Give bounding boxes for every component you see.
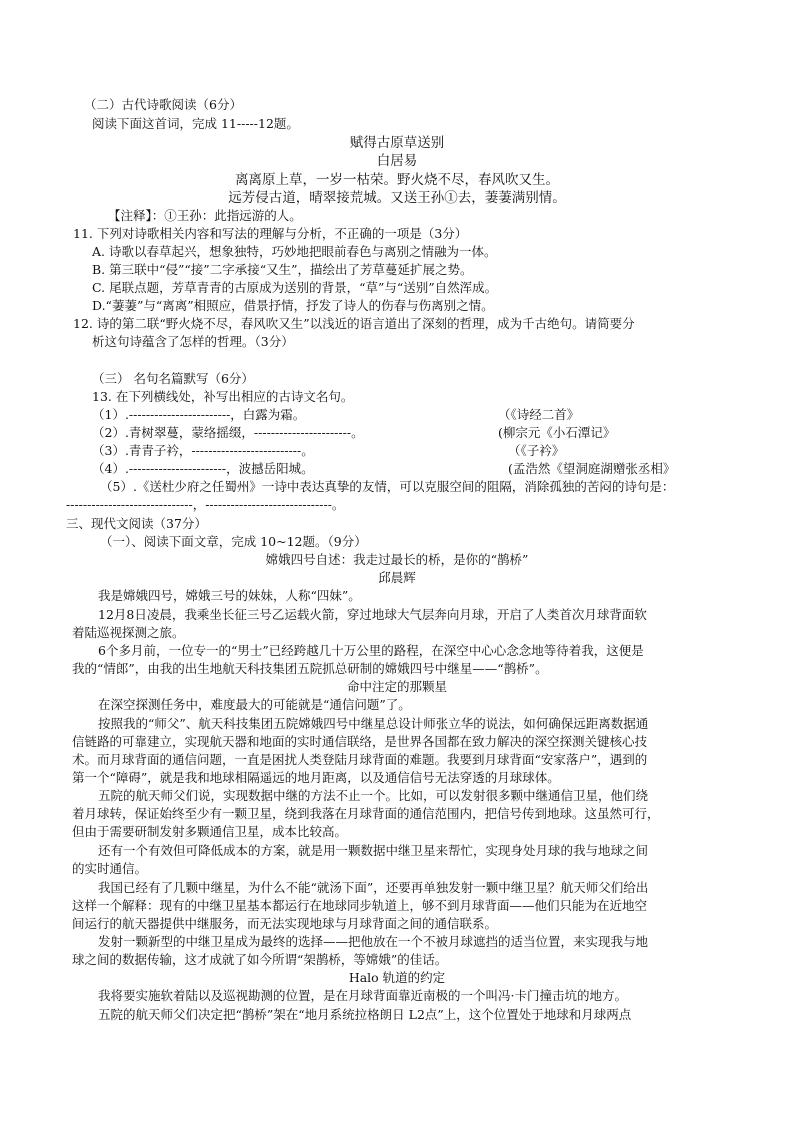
paragraph: 五院的航天师父们说，实现数据中继的方法不止一个。比如，可以发射很多颗中继通信卫星，他们绕: [98, 788, 649, 803]
paragraph: 我是嫦娥四号，嫦娥三号的妹妹，人称“四妹”。: [98, 588, 361, 603]
paragraph: 我将要实施软着陆以及巡视勘测的位置，是在月球背面靠近南极的一个叫冯·卡门撞击坑的地方。: [98, 988, 627, 1003]
article-author: 邱晨辉: [378, 570, 416, 585]
paragraph-cont: 球之间的数据传输，这才成就了如今所谓“架鹊桥，等嫦娥”的佳话。: [72, 952, 448, 967]
paragraph: 我国已经有了几颗中继星，为什么不能“就汤下面”，还要再单独发射一颗中继卫星？航天师父们给出: [98, 880, 649, 895]
dictation-item-5-blanks: ------------------------------，------------------------------。: [66, 497, 345, 512]
dictation-source-4: (孟浩然《望洞庭湖赠张丞相》: [508, 461, 676, 476]
dictation-source-3: （《子衿》: [508, 443, 565, 458]
paragraph: 还有一个有效但可降低成本的方案，就是用一颗数据中继卫星来帮忙，实现身处月球的我与地球之间: [98, 843, 649, 858]
dictation-item-4: （4）.-----------------------，波撼岳阳城。: [92, 461, 314, 476]
option-d: D.“萋萋”与“离离”相照应，借景抒情，抒发了诗人的伤春与伤离别之情。: [92, 298, 494, 313]
dictation-source-1: （《诗经二首》: [498, 407, 580, 422]
paragraph-cont: 信链路的可靠建立，实现航天器和地面的实时通信联络，是世界各国都在致力解决的深空探测关键核心技: [72, 734, 648, 749]
paragraph: 6个多月前，一位专一的“男士”已经跨越几十万公里的路程，在深空中心心念念地等待着我，这便是: [98, 643, 644, 658]
question-12-cont: 析这句诗蕴含了怎样的哲理。（3分）: [92, 334, 294, 349]
poetry-heading: （二）古代诗歌阅读（6分）: [84, 97, 242, 112]
paragraph: 五院的航天师父们决定把“鹊桥”架在“地月系统拉格朗日 L2点”上，这个位置处于地球和月球两点: [98, 1007, 632, 1022]
option-c: C. 尾联点题，芳草青青的古原成为送别的背景，“草”与“送别”自然浑成。: [92, 280, 498, 295]
paragraph-cont: 间运行的航天器提供中继服务，而无法实现地球与月球背面之间的通信联系。: [72, 916, 498, 931]
question-13: 13. 在下列横线处，补写出相应的古诗文名句。: [92, 389, 354, 404]
dictation-item-3: （3）.青青子衿，--------------------------。: [92, 443, 314, 458]
poem-title: 赋得古原草送别: [349, 135, 445, 151]
question-11: 11. 下列对诗歌相关内容和写法的理解与分析，不正确的一项是（3分）: [73, 226, 468, 241]
paragraph-cont: 我的“情郎”，由我的出生地航天科技集团五院抓总研制的嫦娥四号中继星——“鹊桥”。: [72, 661, 548, 676]
paragraph: 12月8日凌晨，我乘坐长征三号乙运载火箭，穿过地球大气层奔向月球，开启了人类首次月球背面软: [98, 607, 647, 622]
poetry-instruction: 阅读下面这首词，完成 11-----12题。: [92, 116, 299, 131]
paragraph-cont: 着月球转，保证始终至少有一颗卫星，绕到我落在月球背面的通信范围内，把信号传到地球。这虽然可行，: [72, 806, 660, 821]
option-b: B. 第三联中“侵”“接”二字承接“又生”，描绘出了芳草蔓延扩展之势。: [92, 262, 473, 277]
poem-note: 【注释】：①王孙：此指远游的人。: [108, 208, 302, 223]
dictation-item-2: （2）.青树翠蔓，蒙络摇缀，-----------------------。: [92, 425, 364, 440]
article-title: 嫦娥四号自述：我走过最长的桥，是你的“鹊桥”: [265, 552, 529, 567]
dictation-item-5: （5）.《送杜少府之任蜀州》一诗中表达真挚的友情，可以克服空间的阻隔，消除孤独的苦闷的诗句是：: [100, 479, 675, 494]
section-title: Halo 轨道的约定: [348, 970, 446, 985]
modern-reading-heading: 三、现代文阅读（37分）: [66, 516, 207, 531]
paragraph-cont: 但由于需要研制发射多颗通信卫星，成本比较高。: [72, 824, 348, 839]
dictation-source-2: (柳宗元《小石潭记》: [498, 425, 616, 440]
paragraph: 在深空探测任务中，难度最大的可能就是“通信问题”了。: [98, 697, 411, 712]
paragraph-cont: 着陆巡视探测之旅。: [72, 625, 185, 640]
poem-line: 离离原上草，一岁一枯荣。野火烧不尽，春风吹又生。: [235, 172, 559, 188]
paragraph-cont: 术。而月球背面的通信问题，一直是困扰人类登陆月球背面的难题。我要到月球背面“安家落户”，遇到的: [72, 752, 648, 767]
paragraph: 按照我的“师父”、航天科技集团五院嫦娥四号中继星总设计师张立华的说法，如何确保远距离数据通: [98, 716, 649, 731]
option-a: A. 诗歌以春草起兴，想象独特，巧妙地把眼前春色与离别之情融为一体。: [92, 244, 497, 259]
poem-line: 远芳侵古道，晴翠接荒城。又送王孙①去，萋萋满别情。: [228, 190, 566, 206]
paragraph-cont: 的实时通信。: [72, 861, 148, 876]
question-12: 12. 诗的第二联“野火烧不尽，春风吹又生”以浅近的语言道出了深刻的哲理，成为千古绝句。请简要分: [73, 316, 635, 331]
poem-author: 白居易: [376, 153, 418, 169]
modern-reading-subheading: （一）、阅读下面文章，完成 10~12题。（9分）: [100, 534, 367, 549]
section-title: 命中注定的那颗星: [346, 679, 447, 694]
paragraph-cont: 第一个“障碍”，就是我和地球相隔遥远的地月距离，以及通信信号无法穿透的月球球体。: [72, 770, 560, 785]
paragraph-cont: 这样一个解释：现有的中继卫星基本都运行在地球同步轨道上，够不到月球背面——他们只能为在近地空: [72, 898, 648, 913]
paragraph: 发射一颗新型的中继卫星成为最终的选择——把他放在一个不被月球遮挡的适当位置，来实现我与地: [98, 934, 649, 949]
dictation-heading: （三） 名句名篇默写（6分）: [92, 371, 254, 386]
dictation-item-1: （1）.------------------------，白露为霜。: [92, 407, 306, 422]
